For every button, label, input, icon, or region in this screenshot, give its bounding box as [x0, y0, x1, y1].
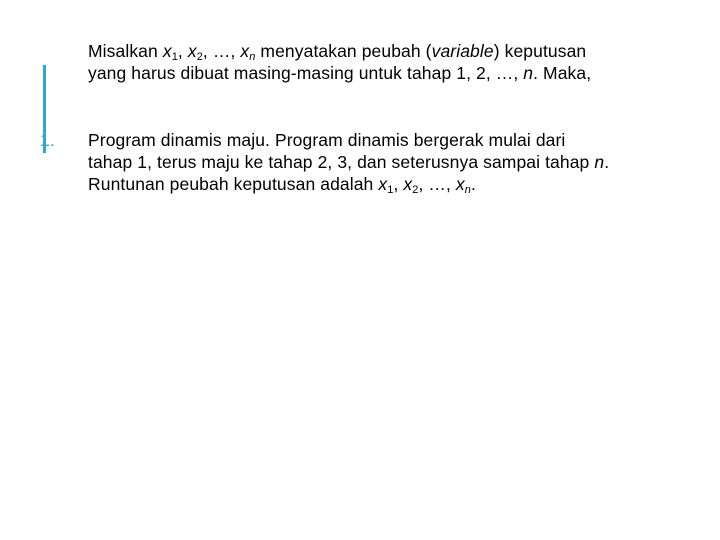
italic-variable: variable — [431, 41, 494, 61]
italic-n: n — [523, 63, 534, 83]
intro-line2-text: yang harus dibuat masing-masing untuk tahap 1, 2, …, — [88, 63, 524, 83]
sub-2: 2 — [196, 51, 203, 63]
item1-line2-text: tahap 1, terus maju ke tahap 2, 3, dan seterusnya sampai tahap — [88, 152, 595, 172]
var-x: x — [403, 174, 413, 194]
sep: , …, — [418, 174, 456, 194]
sub-n: n — [249, 51, 256, 63]
sub-n: n — [464, 184, 471, 196]
intro-line-1 — [88, 40, 700, 62]
intro-prefix: Misalkan — [88, 41, 163, 61]
list-item-1 — [40, 129, 700, 195]
sub-1: 1 — [387, 184, 394, 196]
sep: , — [393, 174, 404, 194]
intro-suffix: ) keputusan — [493, 41, 587, 61]
item1-line-1: Program dinamis maju. Program dinamis bergerak mulai dari — [88, 130, 566, 150]
var-x: x — [455, 174, 465, 194]
var-x: x — [240, 41, 250, 61]
item1-line2-suffix: . — [604, 152, 610, 172]
list-number: 1. — [40, 130, 55, 150]
sep: , — [177, 41, 188, 61]
var-x: x — [162, 41, 172, 61]
var-x: x — [378, 174, 388, 194]
sub-2: 2 — [412, 184, 419, 196]
item1-line-3 — [88, 173, 700, 195]
intro-paragraph — [40, 40, 700, 84]
intro-line-2 — [88, 62, 700, 84]
item1-line3-suffix: . — [470, 174, 476, 194]
item1-line3-prefix: Runtunan peubah keputusan adalah — [88, 174, 379, 194]
intro-line2-suffix: . Maka, — [533, 63, 592, 83]
slide-body — [40, 40, 700, 195]
item1-line-2 — [88, 151, 700, 173]
sub-1: 1 — [171, 51, 178, 63]
intro-mid: menyatakan peubah ( — [255, 41, 432, 61]
sep: , …, — [202, 41, 241, 61]
italic-n: n — [594, 152, 605, 172]
var-x: x — [187, 41, 197, 61]
